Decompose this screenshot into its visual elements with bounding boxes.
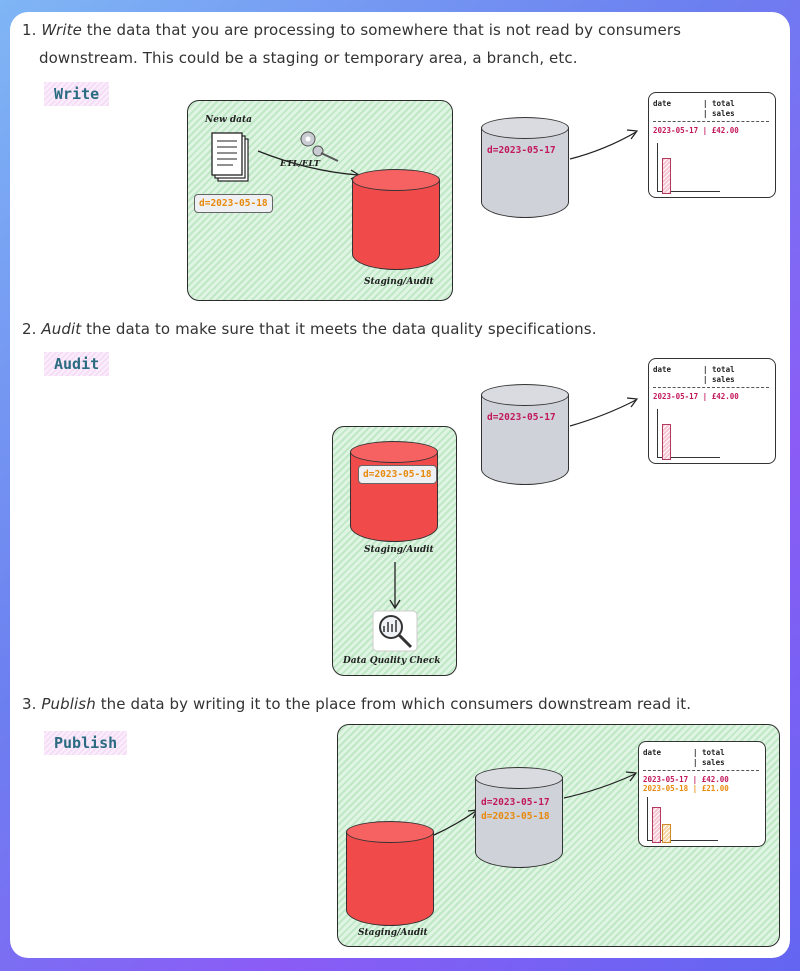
step-3-verb: Publish <box>41 695 96 713</box>
published-partition-1: d=2023-05-17 <box>487 145 556 156</box>
col-sales-2: | sales <box>703 375 735 384</box>
staging-partition-badge: d=2023-05-18 <box>358 465 437 484</box>
publish-tag: Publish <box>44 731 127 755</box>
write-tag: Write <box>44 82 109 106</box>
col-sales-3: | sales <box>693 758 725 767</box>
published-partition-3-18: d=2023-05-18 <box>481 811 550 822</box>
step-1-verb: Write <box>41 21 82 39</box>
col-total-3: | total <box>693 748 725 757</box>
new-data-label: New data <box>205 115 252 125</box>
table-row-3-17: 2023-05-17 | £42.00 <box>643 775 729 784</box>
step-1-text-b: downstream. This could be a staging or temporary area, a branch, etc. <box>39 49 578 67</box>
published-partition-2: d=2023-05-17 <box>487 412 556 423</box>
step-1-number: 1. <box>22 21 37 39</box>
col-date-1: date <box>653 99 672 108</box>
col-date-3: date <box>643 748 662 757</box>
connector-arrows <box>10 12 790 958</box>
step-2-text-a: the data to make sure that it meets the data quality specifications. <box>81 320 597 338</box>
etl-label: ETL/ELT <box>280 159 320 169</box>
step-2-verb: Audit <box>41 320 82 338</box>
col-sales-1: | sales <box>703 109 735 118</box>
step-3-text-a: the data by writing it to the place from which consumers downstream read it. <box>95 695 692 713</box>
col-date-2: date <box>653 365 672 374</box>
dq-check-label: Data Quality Check <box>343 656 441 666</box>
table-row-1-17: 2023-05-17 | £42.00 <box>653 126 739 135</box>
step-1-text-a: the data that you are processing to somewhere that is not read by consumers <box>81 21 682 39</box>
new-data-partition-badge: d=2023-05-18 <box>194 194 273 213</box>
col-total-1: | total <box>703 99 735 108</box>
step-3-number: 3. <box>22 695 37 713</box>
staging-label-audit: Staging/Audit <box>364 545 434 555</box>
audit-tag: Audit <box>44 352 109 376</box>
staging-label-publish: Staging/Audit <box>358 928 428 938</box>
content-card <box>10 12 790 958</box>
table-row-2-17: 2023-05-17 | £42.00 <box>653 392 739 401</box>
step-2-number: 2. <box>22 320 37 338</box>
col-total-2: | total <box>703 365 735 374</box>
table-row-3-18: 2023-05-18 | £21.00 <box>643 784 729 793</box>
published-partition-3-17: d=2023-05-17 <box>481 797 550 808</box>
staging-label: Staging/Audit <box>364 277 434 287</box>
